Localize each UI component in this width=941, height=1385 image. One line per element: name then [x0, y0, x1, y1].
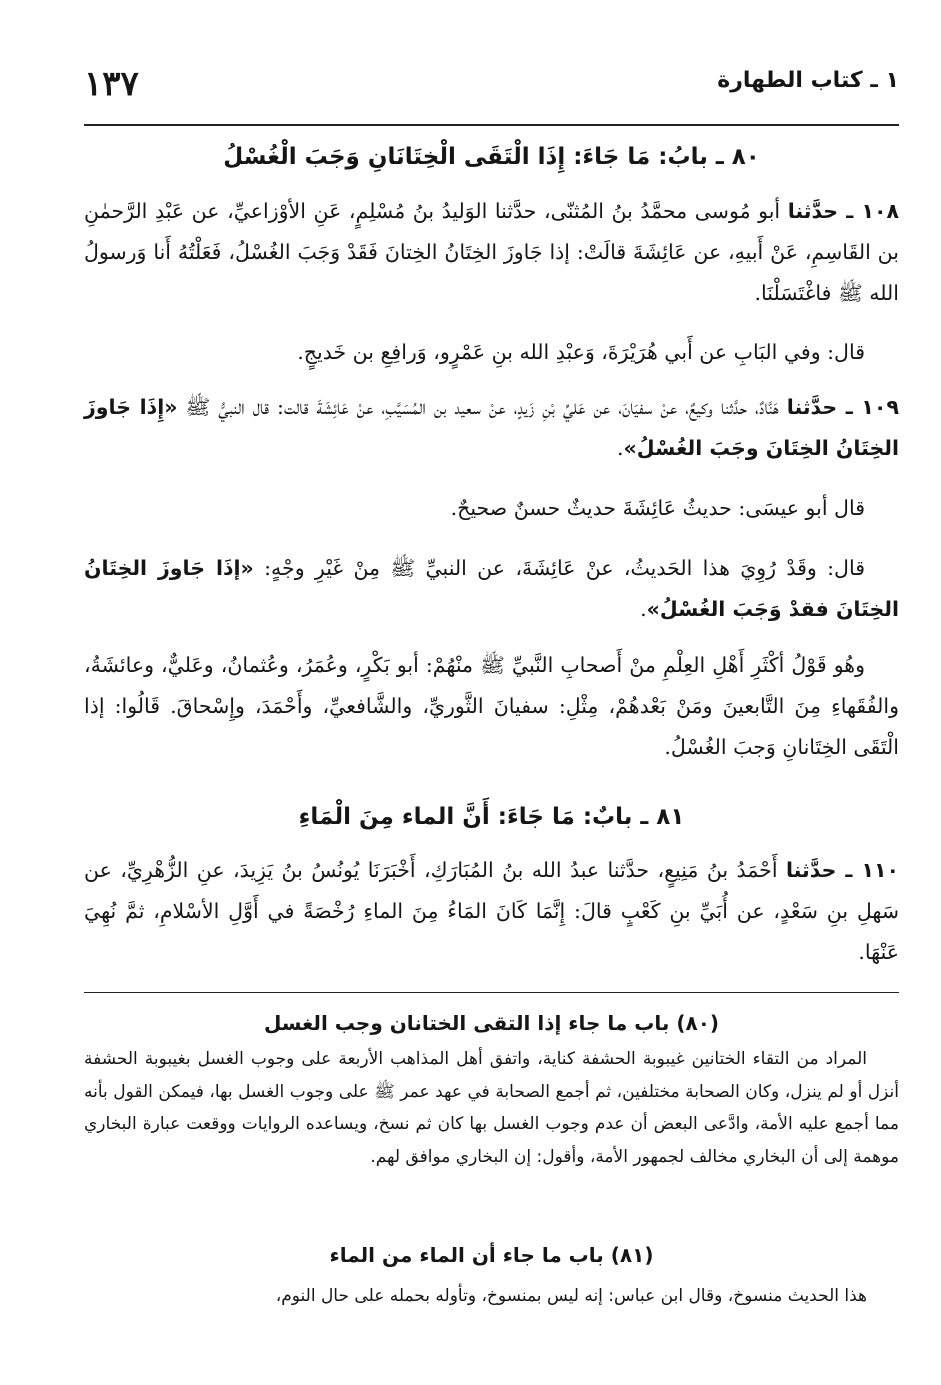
grading-remark: قال أبو عيسَى: حديثُ عَائِشَةَ حديثٌ حسنٌ صحيحٌ.: [450, 496, 865, 520]
scholars-opinion: وهُو قَوْلُ أكْثَرِ أَهْلِ العِلْمِ منْ أَصحابِ النَّبيِّ ﷺ منْهُمْ: أبو بَكْرٍ، وعُمَرُ، وعُثمانُ، وعَليٌّ، وعائشَةُ، والفُقَهاءِ مِنَ التَّابعينَ ومَنْ بَعْدهُمْ، مِثْلِ: سفيانَ الثَّوريِّ، والشَّافعيِّ، وأَحْمَدَ، وإِسْحاقَ. قَالُوا: إذا الْتَقَى الخِتَانانِ وَجبَ الغُسْلُ.: [84, 653, 899, 759]
remark-text: قال: وقَدْ رُوِيَ هذا الحَديثُ، عنْ عَائِشَةَ، عن النبيِّ ﷺ مِنْ غَيْرِ وجْهٍ:: [253, 556, 865, 580]
hadith-quote: «إِذَا جَاوزَ الخِتَانُ الخِتَانَ وجَبَ الغُسْلُ»: [84, 395, 899, 460]
footnote-text-80: المراد من التقاء الختانين غيبوبة الحشفة كناية، واتفق أهل المذاهب الأربعة على وجوب الغسل بغيبوبة الحشفة أنزل أو لم ينزل، وكان الصحابة مختلفين، ثم أجمع الصحابة في عهد عمر ﷺ على وجوب الغسل بها، فيمكن القول بأنه مما أجمع عليه الأمة، وادَّعى البعض أن عدم وجوب الغسل بها كان ثم نسخ، ويساعده الروايات ووقعت عبارة البخاري موهمة إلى أن البخاري مخالف لجمهور الأمة، وأقول: إن البخاري موافق لهم.: [84, 1049, 899, 1167]
hadith-text: هَنَّادٌ، حدَّثنا وكيعٌ، عنْ سفيَانَ، عن عَليِّ بْنِ زَيدٍ، عنْ سعيد بن المُسَيَّبِ، عنْ عَائِشَةَ قالت: قال النبيُّ ﷺ: [177, 395, 787, 419]
hadith-109: [84, 387, 899, 469]
chapter-heading-81: ٨١ ـ بابٌ: مَا جَاءَ: أَنَّ الماء مِنَ الْمَاءِ: [298, 804, 685, 830]
remark-tail: .: [640, 597, 647, 621]
hadith-text: أبو مُوسى محمَّدُ بنُ المُثنّى، حدَّثنا الوَليدُ بنُ مُسْلِمٍ، عَنِ الأوْزاعيِّ، عن عَبْدِ الرَّحمٰنِ بن القَاسِمِ، عَنْ أَبيهِ، عن عَائِشَةَ قالَتْ: إذا جَاوزَ الخِتَانُ الخِتانَ فَقَدْ وَجَبَ الغُسْلُ، فَعَلْتُهُ أَنا وَرسولُ الله ﷺ فاغْتَسَلْنَا.: [84, 199, 899, 305]
chapter-heading-80: ٨٠ ـ بابُ: مَا جَاءَ: إِذَا الْتَقَى الْخِتَانَانِ وَجَبَ الْغُسْلُ: [223, 144, 760, 170]
footnote-heading-81: (٨١) باب ما جاء أن الماء من الماء: [329, 1243, 654, 1267]
hadith-110: [84, 850, 899, 973]
header-divider: [84, 124, 899, 126]
hadith-quote: «إذَا جَاوزَ الخِتَانُ الخِتَانَ فقدْ وَجَبَ الغُسْلُ»: [84, 556, 899, 621]
hadith-number-label: ١١٠ ـ حدَّثنا: [785, 858, 899, 882]
book-title: ١ ـ كتاب الطهارة: [717, 68, 899, 93]
hadith-tail: .: [617, 436, 624, 460]
hadith-108: [84, 191, 899, 314]
narration-remark: [84, 548, 899, 630]
footnote-heading-80: (٨٠) باب ما جاء إذا التقى الختانان وجب الغسل: [263, 1011, 720, 1035]
hadith-number-label: ١٠٩ ـ حدَّثنا: [786, 395, 899, 419]
footnote-text-81: هذا الحديث منسوخ، وقال ابن عباس: إنه ليس بمنسوخ، وتأوله بحمله على حال النوم،: [275, 1286, 867, 1306]
chapter-80-remark: قال: وفي البَابِ عن أَبي هُرَيْرَةَ، وَعبْدِ الله بنِ عَمْرٍو، وَرافِعِ بن خَديجٍ.: [297, 340, 865, 364]
footnote-divider: [84, 992, 899, 993]
page-number: ١٣٧: [84, 64, 139, 104]
hadith-number-label: ١٠٨ ـ حدَّثنا: [787, 199, 899, 223]
hadith-text: أَحْمَدُ بنُ مَنِيعٍ، حدَّثنا عبدُ الله بنُ المُبَارَكِ، أَخْبَرَنَا يُونُسُ بنُ يَزِيدَ، عنِ الزُّهْرِيِّ، عن سَهلِ بنِ سَعْدٍ، عن أُبَيِّ بنِ كَعْبٍ قالَ: إِنَّمَا كَانَ المَاءُ مِنَ الماءِ رُخْصَةً في أَوَّلِ الأسْلامِ، ثمَّ نُهِيَ عَنْهَا.: [84, 858, 899, 964]
